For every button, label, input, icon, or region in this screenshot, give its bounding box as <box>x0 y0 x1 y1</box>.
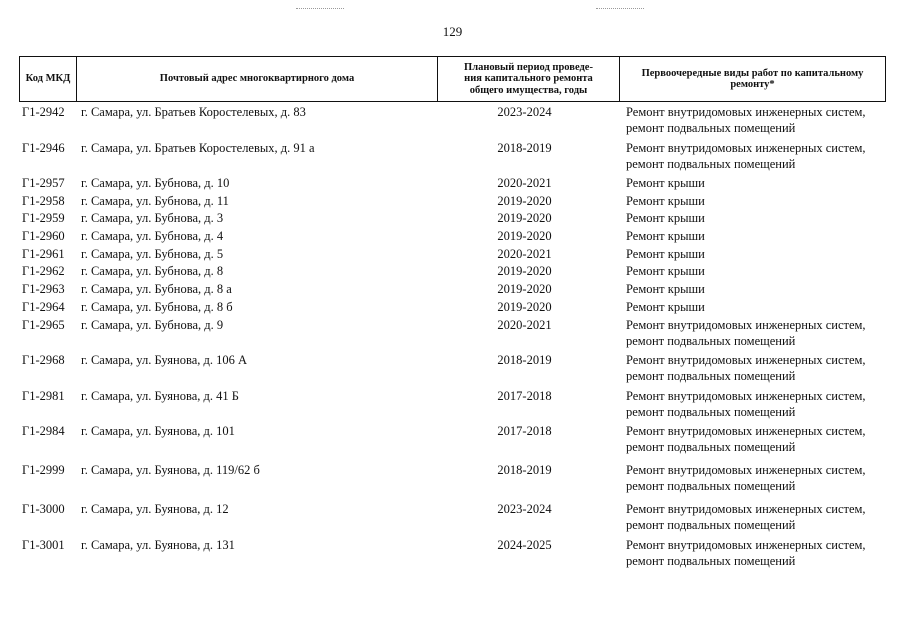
row-code: Г1-2958 <box>22 193 65 208</box>
row-address: г. Самара, ул. Буянова, д. 101 <box>81 424 235 438</box>
row-address: г. Самара, ул. Бубнова, д. 8 а <box>81 282 232 297</box>
table-row <box>19 281 886 299</box>
row-period: 2019-2020 <box>497 299 552 314</box>
row-works: Ремонт крыши <box>626 299 705 314</box>
row-period: 2019-2020 <box>497 229 552 244</box>
row-code: Г1-2968 <box>22 353 65 367</box>
row-address: г. Самара, ул. Бубнова, д. 8 <box>81 264 224 279</box>
table-row <box>19 210 886 228</box>
row-code: Г1-2946 <box>22 140 65 155</box>
row-address: г. Самара, ул. Бубнова, д. 3 <box>81 211 224 226</box>
table-row <box>19 501 886 537</box>
row-works: Ремонт внутридомовых инженерных систем, ремонт подвальных помещений <box>626 317 866 348</box>
row-code: Г1-2984 <box>22 424 65 438</box>
row-address: г. Самара, ул. Бубнова, д. 5 <box>81 246 224 261</box>
header-period-label: Плановый период проведе- ния капитального ремонта общего имущества, годы <box>464 61 593 96</box>
row-code: Г1-2964 <box>22 299 65 314</box>
header-address <box>77 57 438 101</box>
row-works: Ремонт внутридомовых инженерных систем, ремонт подвальных помещений <box>626 353 866 383</box>
row-works: Ремонт внутридомовых инженерных систем, ремонт подвальных помещений <box>626 105 866 135</box>
row-works: Ремонт крыши <box>626 229 705 244</box>
row-address: г. Самара, ул. Буянова, д. 12 <box>81 502 229 516</box>
row-address: г. Самара, ул. Буянова, д. 106 А <box>81 353 248 367</box>
scan-artifact-line <box>296 8 344 10</box>
row-code: Г1-2961 <box>22 246 65 261</box>
row-code: Г1-3000 <box>22 502 65 516</box>
row-period: 2020-2021 <box>497 317 552 332</box>
row-works: Ремонт внутридомовых инженерных систем, ремонт подвальных помещений <box>626 463 866 493</box>
row-period: 2020-2021 <box>497 246 552 261</box>
row-period: 2017-2018 <box>497 388 552 403</box>
header-period <box>438 57 620 101</box>
table-body <box>19 104 886 572</box>
row-address: г. Самара, ул. Буянова, д. 119/62 б <box>81 463 260 477</box>
row-period: 2018-2019 <box>497 140 552 155</box>
header-code <box>20 57 77 101</box>
row-address: г. Самара, ул. Бубнова, д. 10 <box>81 176 230 190</box>
row-code: Г1-2981 <box>22 388 65 403</box>
row-address: г. Самара, ул. Бубнова, д. 11 <box>81 193 229 208</box>
row-code: Г1-2999 <box>22 463 65 477</box>
header-works-label: Первоочередные виды работ по капитальному ремонту* <box>641 67 864 90</box>
row-address: г. Самара, ул. Бубнова, д. 8 б <box>81 299 233 314</box>
row-code: Г1-2942 <box>22 105 65 119</box>
row-works: Ремонт крыши <box>626 211 705 226</box>
table-row <box>19 263 886 281</box>
row-period: 2018-2019 <box>497 463 552 477</box>
row-period: 2017-2018 <box>497 424 552 438</box>
row-period: 2020-2021 <box>497 176 552 190</box>
row-period: 2019-2020 <box>497 211 552 226</box>
row-code: Г1-3001 <box>22 537 65 552</box>
table-row <box>19 462 886 501</box>
row-address: г. Самара, ул. Братьев Коростелевых, д. 83 <box>81 105 306 119</box>
table-row <box>19 352 886 388</box>
row-works: Ремонт внутридомовых инженерных систем, ремонт подвальных помещений <box>626 140 866 171</box>
table-row <box>19 423 886 462</box>
row-address: г. Самара, ул. Братьев Коростелевых, д. 91 а <box>81 140 315 155</box>
table-row <box>19 537 886 573</box>
row-address: г. Самара, ул. Буянова, д. 41 Б <box>81 388 239 403</box>
row-code: Г1-2957 <box>22 176 65 190</box>
row-period: 2024-2025 <box>497 537 552 552</box>
row-works: Ремонт внутридомовых инженерных систем, ремонт подвальных помещений <box>626 537 866 568</box>
row-works: Ремонт крыши <box>626 193 705 208</box>
row-code: Г1-2962 <box>22 264 65 279</box>
table-row <box>19 228 886 246</box>
row-period: 2019-2020 <box>497 264 552 279</box>
row-works: Ремонт внутридомовых инженерных систем, ремонт подвальных помещений <box>626 388 866 419</box>
row-period: 2018-2019 <box>497 353 552 367</box>
row-works: Ремонт крыши <box>626 264 705 279</box>
table-row <box>19 140 886 176</box>
row-works: Ремонт внутридомовых инженерных систем, ремонт подвальных помещений <box>626 424 866 454</box>
table-row <box>19 246 886 264</box>
header-address-label: Почтовый адрес многоквартирного дома <box>159 73 355 85</box>
row-code: Г1-2959 <box>22 211 65 226</box>
table-row <box>19 104 886 140</box>
row-works: Ремонт крыши <box>626 176 705 190</box>
table-row <box>19 175 886 193</box>
table-header <box>19 56 886 102</box>
row-period: 2019-2020 <box>497 193 552 208</box>
row-period: 2023-2024 <box>497 105 552 119</box>
row-works: Ремонт крыши <box>626 246 705 261</box>
page-number: 129 <box>442 24 463 39</box>
table-row <box>19 317 886 353</box>
row-address: г. Самара, ул. Бубнова, д. 4 <box>81 229 224 244</box>
table-row <box>19 299 886 317</box>
table-row <box>19 193 886 211</box>
table-row <box>19 388 886 424</box>
header-works <box>620 57 885 101</box>
row-code: Г1-2963 <box>22 282 65 297</box>
row-code: Г1-2965 <box>22 317 65 332</box>
row-works: Ремонт внутридомовых инженерных систем, ремонт подвальных помещений <box>626 502 866 532</box>
row-code: Г1-2960 <box>22 229 65 244</box>
scan-artifact-line <box>596 8 644 10</box>
header-code-label: Код МКД <box>25 73 71 85</box>
row-address: г. Самара, ул. Буянова, д. 131 <box>81 537 235 552</box>
row-period: 2023-2024 <box>497 502 552 516</box>
row-period: 2019-2020 <box>497 282 552 297</box>
row-address: г. Самара, ул. Бубнова, д. 9 <box>81 317 224 332</box>
row-works: Ремонт крыши <box>626 282 705 297</box>
